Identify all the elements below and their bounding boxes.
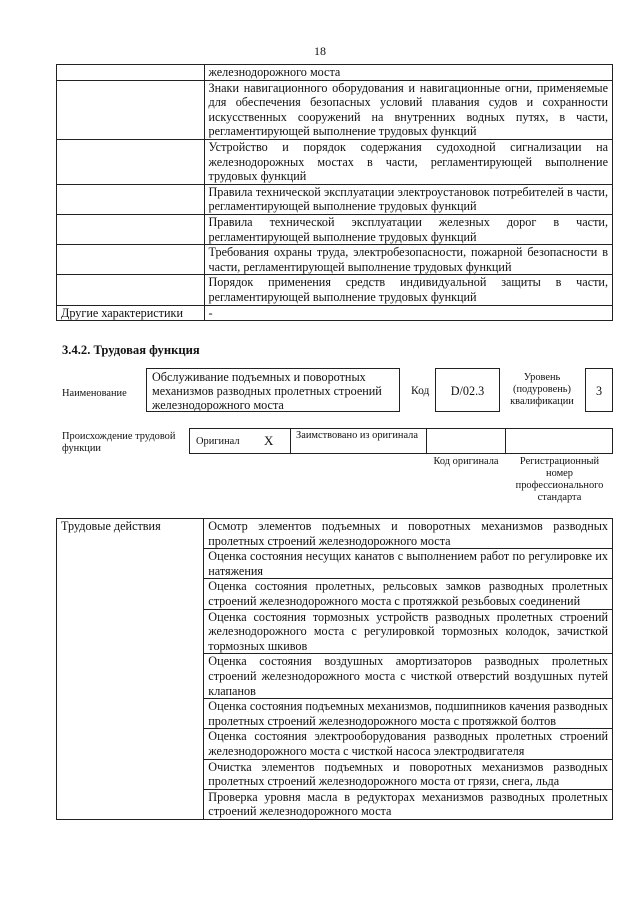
work-action-item: Проверка уровня масла в редукторах механизмов разводных пролетных строений железнодорожного моста — [204, 789, 613, 819]
knowledge-item: Порядок применения средств индивидуальной защиты в части, регламентирующей выполнение трудовых функций — [204, 275, 613, 305]
original-mark: X — [264, 433, 274, 448]
work-action-item: Оценка состояния воздушных амортизаторов разводных пролетных строений железнодорожного моста с чисткой отверстий воздушных путей клапанов — [204, 654, 613, 699]
name-value: Обслуживание подъемных и поворотных механизмов разводных пролетных строений железнодорожного моста — [152, 370, 382, 412]
page-number: 18 — [314, 44, 326, 58]
work-actions-table — [56, 518, 613, 820]
code-caption: Код оригинала — [433, 456, 499, 467]
table-row — [57, 214, 613, 244]
table-row — [57, 275, 613, 305]
work-action-item: Оценка состояния тормозных устройств разводных пролетных строений железнодорожного моста с регулировкой тормозных колодок, зачисткой тормозных шкивов — [204, 609, 613, 654]
knowledge-item: Требования охраны труда, электробезопасности, пожарной безопасности в части, регламентирующей выполнение трудовых функций — [204, 245, 613, 275]
original-label: Оригинал — [196, 436, 240, 447]
work-action-item: Оценка состояния электрооборудования разводных пролетных строений железнодорожного моста с чисткой насоса электродвигателя — [204, 729, 613, 759]
work-actions-label: Трудовые действия — [57, 519, 204, 820]
table-row — [57, 139, 613, 184]
knowledge-item: железнодорожного моста — [204, 65, 613, 81]
level-label: Уровень (подуровень) квалификации — [510, 372, 574, 407]
origin-label: Происхождение трудовой функции — [62, 431, 176, 454]
knowledge-table — [56, 64, 613, 321]
work-action-item: Оценка состояния подъемных механизмов, подшипников качения разводных пролетных строений железнодорожного моста с протяжкой болтов — [204, 699, 613, 729]
work-action-item: Очистка элементов подъемных и поворотных механизмов разводных пролетных строений железнодорожного моста от грязи, снега, льда — [204, 759, 613, 789]
name-label: Наименование — [62, 388, 127, 399]
table-row — [57, 80, 613, 139]
knowledge-item: Знаки навигационного оборудования и навигационные огни, применяемые для обеспечения безопасных условий плавания судов и сохранности искусственных сооружений на внутренних водных путях, в части, регламентирующей выполнение трудовых функций — [204, 80, 613, 139]
table-row — [57, 65, 613, 81]
code-value: D/02.3 — [450, 384, 485, 398]
table-row — [57, 184, 613, 214]
work-action-item: Оценка состояния пролетных, рельсовых замков разводных пролетных строений железнодорожного моста с протяжкой резьбовых соединений — [204, 579, 613, 609]
work-action-item: Осмотр элементов подъемных и поворотных механизмов разводных пролетных строений железнодорожного моста — [204, 519, 613, 549]
code-label: Код — [411, 385, 430, 397]
level-value: 3 — [595, 384, 603, 398]
borrowed-label: Заимствовано из оригинала — [296, 430, 418, 441]
other-characteristics-label: Другие характеристики — [57, 305, 205, 321]
table-cell-empty — [57, 65, 205, 81]
section-heading: 3.4.2. Трудовая функция — [62, 343, 200, 357]
work-action-item: Оценка состояния несущих канатов с выполнением работ по регулировке их натяжения — [204, 549, 613, 579]
table-row — [57, 519, 613, 549]
table-row — [57, 305, 613, 321]
registration-caption: Регистрационный номер профессионального стандарта — [515, 456, 604, 503]
other-characteristics-value: - — [204, 305, 613, 321]
knowledge-item: Правила технической эксплуатации электроустановок потребителей в части, регламентирующей выполнение трудовых функций — [204, 184, 613, 214]
knowledge-item: Правила технической эксплуатации железных дорог в части, регламентирующей выполнение трудовых функций — [204, 214, 613, 244]
table-row — [57, 245, 613, 275]
knowledge-item: Устройство и порядок содержания судоходной сигнализации на железнодорожных мостах в части, регламентирующей выполнение трудовых функций — [204, 139, 613, 184]
origin-code-divider — [426, 428, 506, 454]
